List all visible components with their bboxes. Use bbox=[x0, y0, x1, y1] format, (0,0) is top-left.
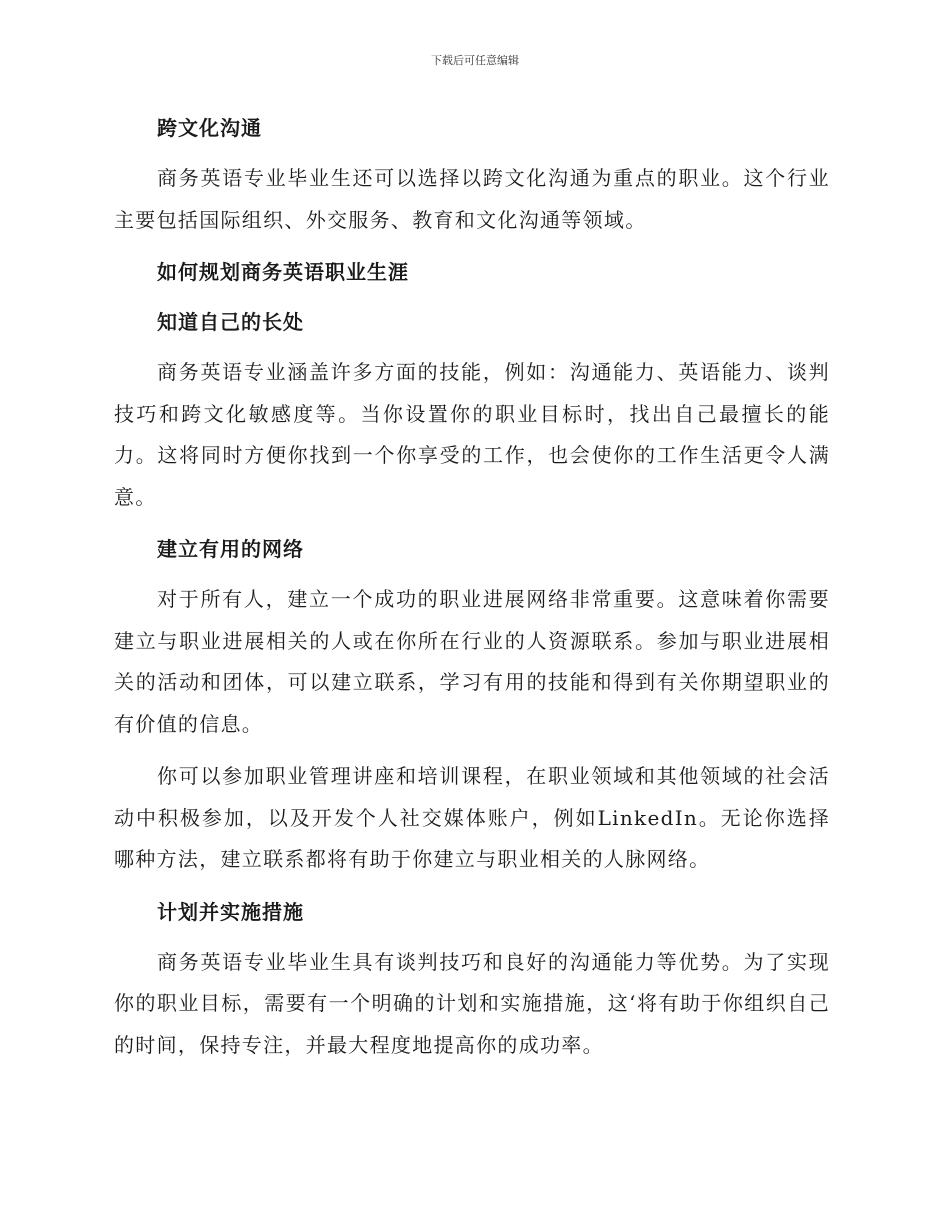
paragraph-build-network-2: 你可以参加职业管理讲座和培训课程，在职业领域和其他领域的社会活动中积极参加，以及开发个人社交媒体账户，例如LinkedIn。无论你选择哪种方法，建立联系都将有助于你建立与职业相关的人脉网络。 bbox=[114, 764, 830, 871]
section-heading-know-strengths: 知道自己的长处 bbox=[157, 310, 304, 334]
document-body bbox=[114, 108, 830, 1077]
section-heading-career-planning: 如何规划商务英语职业生涯 bbox=[157, 260, 409, 284]
section-heading-cross-cultural: 跨文化沟通 bbox=[157, 116, 262, 140]
page-header: 下载后可任意编辑 bbox=[431, 54, 519, 67]
paragraph-cross-cultural: 商务英语专业毕业生还可以选择以跨文化沟通为重点的职业。这个行业主要包括国际组织、外交服务、教育和文化沟通等领域。 bbox=[114, 166, 830, 232]
paragraph-plan-implement: 商务英语专业毕业生具有谈判技巧和良好的沟通能力等优势。为了实现你的职业目标，需要有一个明确的计划和实施措施，这‘将有助于你组织自己的时间，保持专注，并最大程度地提高你的成功率。 bbox=[114, 949, 830, 1057]
paragraph-know-strengths: 商务英语专业涵盖许多方面的技能，例如：沟通能力、英语能力、谈判技巧和跨文化敏感度等。当你设置你的职业目标时，找出自己最擅长的能力。这将同时方便你找到一个你享受的工作，也会使你的工作生活更令人满意。 bbox=[114, 360, 830, 509]
paragraph-build-network-1: 对于所有人，建立一个成功的职业进展网络非常重要。这意味着你需要建立与职业进展相关的人或在你所在行业的人资源联系。参加与职业进展相关的活动和团体，可以建立联系，学习有用的技能和得到有关你期望职业的有价值的信息。 bbox=[114, 587, 830, 736]
section-heading-plan-implement: 计划并实施措施 bbox=[157, 899, 304, 924]
section-heading-build-network: 建立有用的网络 bbox=[157, 537, 304, 561]
